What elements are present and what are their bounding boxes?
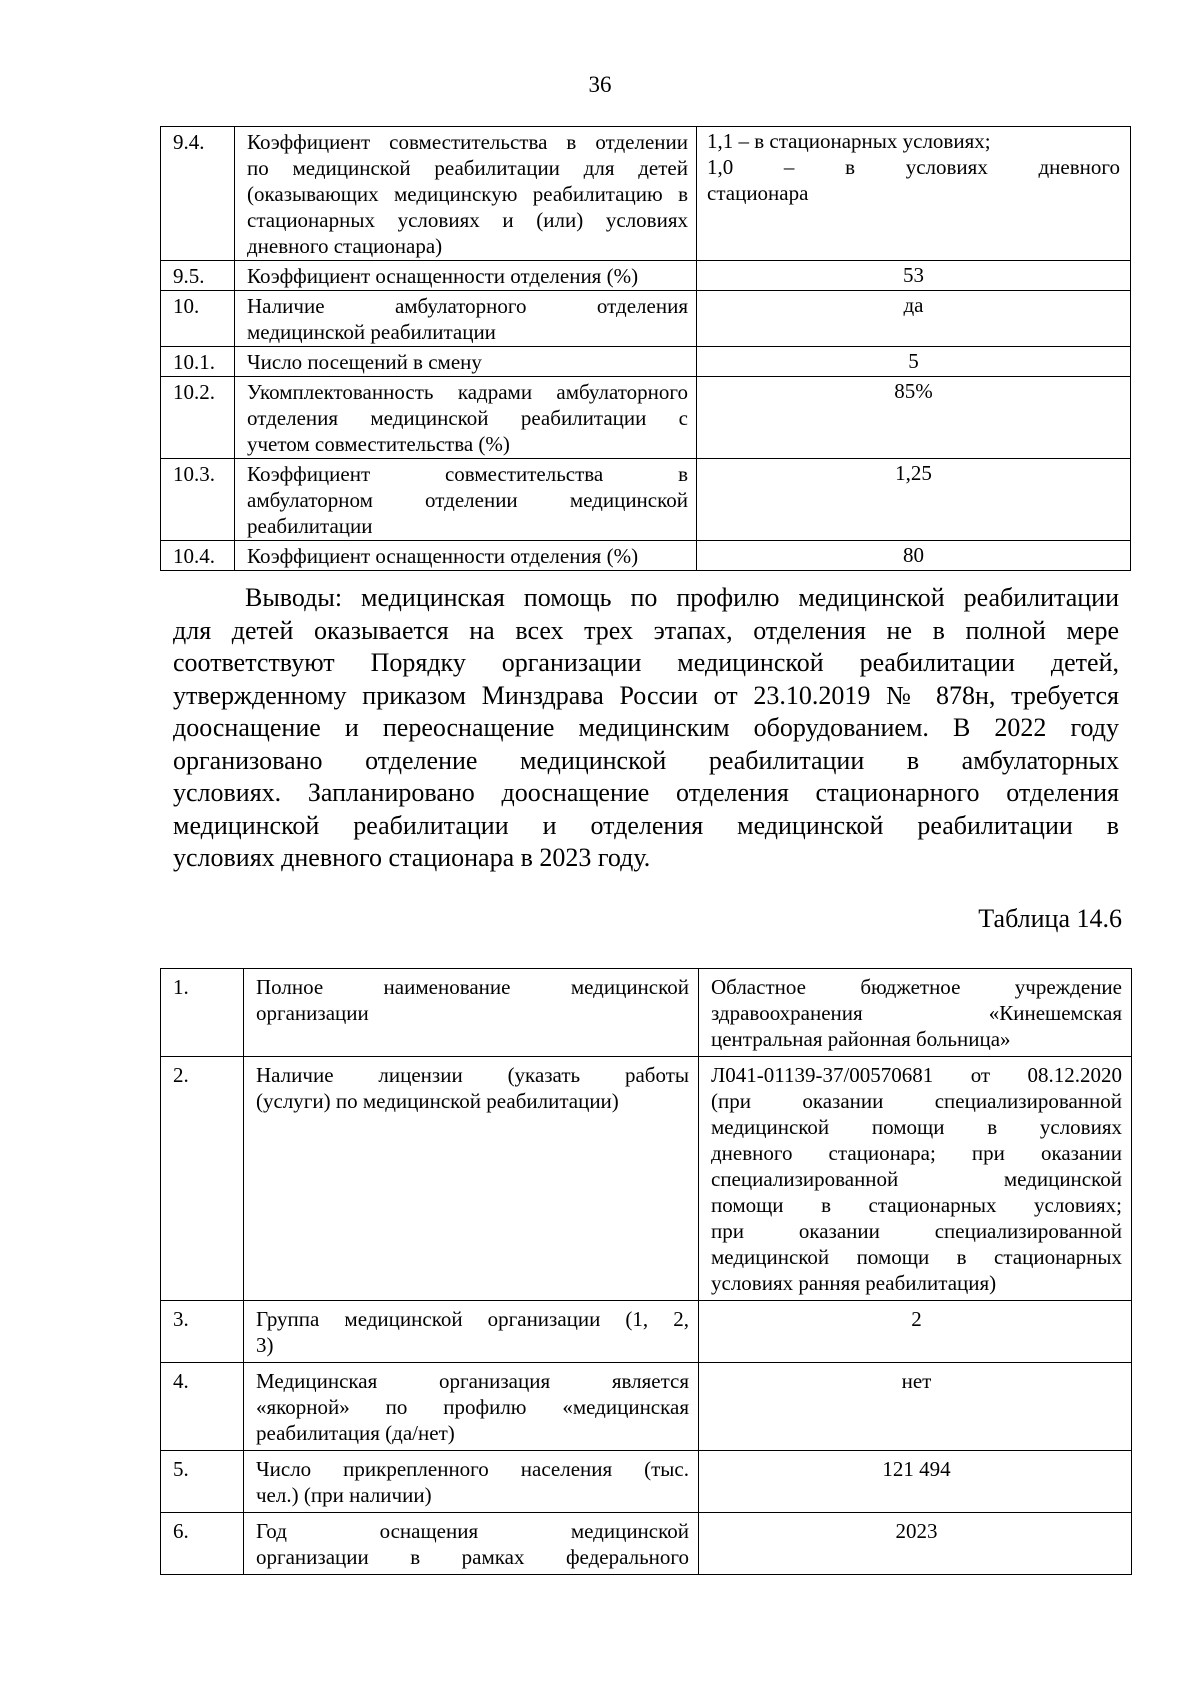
indicator-name: Группа медицинской организации (1, 2, 3) (244, 1301, 699, 1363)
row-number: 9.5. (161, 261, 235, 291)
indicator-value: Л041-01139-37/00570681 от 08.12.2020 (при оказании специализированной медицинской помощи в условиях дневного стационара; при оказании специализированной медицинской помощи в стационарных условиях; при оказании специализированной медицинской помощи в стационарных условиях ранняя реабилитация) (699, 1057, 1132, 1301)
table-row (161, 1363, 1132, 1451)
indicator-name: Полное наименование медицинской организации (244, 969, 699, 1057)
indicator-name: Коэффициент совместительства в отделении по медицинской реабилитации для детей (оказывающих медицинскую реабилитацию в стационарных условиях и (или) условиях дневного стационара) (235, 127, 697, 261)
row-number: 10.3. (161, 459, 235, 541)
row-number: 10. (161, 291, 235, 347)
indicator-value: да (697, 291, 1131, 347)
rehab-indicators-table (160, 126, 1131, 571)
row-number: 10.2. (161, 377, 235, 459)
row-number: 5. (161, 1451, 244, 1513)
table-row (161, 459, 1131, 541)
indicator-name: Число посещений в смену (235, 347, 697, 377)
indicator-value: 53 (697, 261, 1131, 291)
table-row (161, 261, 1131, 291)
table-row (161, 969, 1132, 1057)
indicator-name: Год оснащения медицинской организации в рамках федерального (244, 1513, 699, 1575)
indicator-name: Коэффициент совместительства в амбулаторном отделении медицинской реабилитации (235, 459, 697, 541)
conclusion-paragraph: Выводы: медицинская помощь по профилю медицинской реабилитации для детей оказывается на всех трех этапах, отделения не в полной мере соответствуют Порядку организации медицинской реабилитации детей, утвержденному приказом Минздрава России от 23.10.2019 № 878н, требуется дооснащение и переоснащение медицинским оборудованием. В 2022 году организовано отделение медицинской реабилитации в амбулаторных условиях. Запланировано дооснащение отделения стационарного отделения медицинской реабилитации и отделения медицинской реабилитации в условиях дневного стационара в 2023 году. (173, 583, 1119, 872)
table-row (161, 291, 1131, 347)
row-number: 3. (161, 1301, 244, 1363)
table-row (161, 541, 1131, 571)
row-number: 4. (161, 1363, 244, 1451)
row-number: 1. (161, 969, 244, 1057)
indicator-value: 2 (699, 1301, 1132, 1363)
table-row (161, 1057, 1132, 1301)
indicator-name: Наличие лицензии (указать работы (услуги) по медицинской реабилитации) (244, 1057, 699, 1301)
table-row (161, 377, 1131, 459)
page-number: 36 (588, 72, 612, 97)
row-number: 6. (161, 1513, 244, 1575)
indicator-value: 80 (697, 541, 1131, 571)
row-number: 10.4. (161, 541, 235, 571)
indicator-value: 121 494 (699, 1451, 1132, 1513)
table-row (161, 347, 1131, 377)
indicator-name: Укомплектованность кадрами амбулаторного отделения медицинской реабилитации с учетом совместительства (%) (235, 377, 697, 459)
row-number: 9.4. (161, 127, 235, 261)
indicator-name: Число прикрепленного населения (тыс. чел.) (при наличии) (244, 1451, 699, 1513)
table-caption: Таблица 14.6 (978, 904, 1122, 933)
table-row (161, 1513, 1132, 1575)
indicator-value: 2023 (699, 1513, 1132, 1575)
table-row (161, 127, 1131, 261)
indicator-name: Наличие амбулаторного отделения медицинской реабилитации (235, 291, 697, 347)
indicator-name: Коэффициент оснащенности отделения (%) (235, 261, 697, 291)
indicator-value: 5 (697, 347, 1131, 377)
indicator-name: Медицинская организация является «якорной» по профилю «медицинская реабилитация (да/нет) (244, 1363, 699, 1451)
indicator-value: 1,1 – в стационарных условиях; 1,0 – в условиях дневного стационара (697, 127, 1131, 261)
indicator-name: Коэффициент оснащенности отделения (%) (235, 541, 697, 571)
organization-info-table (160, 968, 1132, 1575)
row-number: 10.1. (161, 347, 235, 377)
indicator-value: 85% (697, 377, 1131, 459)
row-number: 2. (161, 1057, 244, 1301)
table-row (161, 1301, 1132, 1363)
indicator-value: 1,25 (697, 459, 1131, 541)
indicator-value: нет (699, 1363, 1132, 1451)
table-row (161, 1451, 1132, 1513)
indicator-value: Областное бюджетное учреждение здравоохранения «Кинешемская центральная районная больница» (699, 969, 1132, 1057)
